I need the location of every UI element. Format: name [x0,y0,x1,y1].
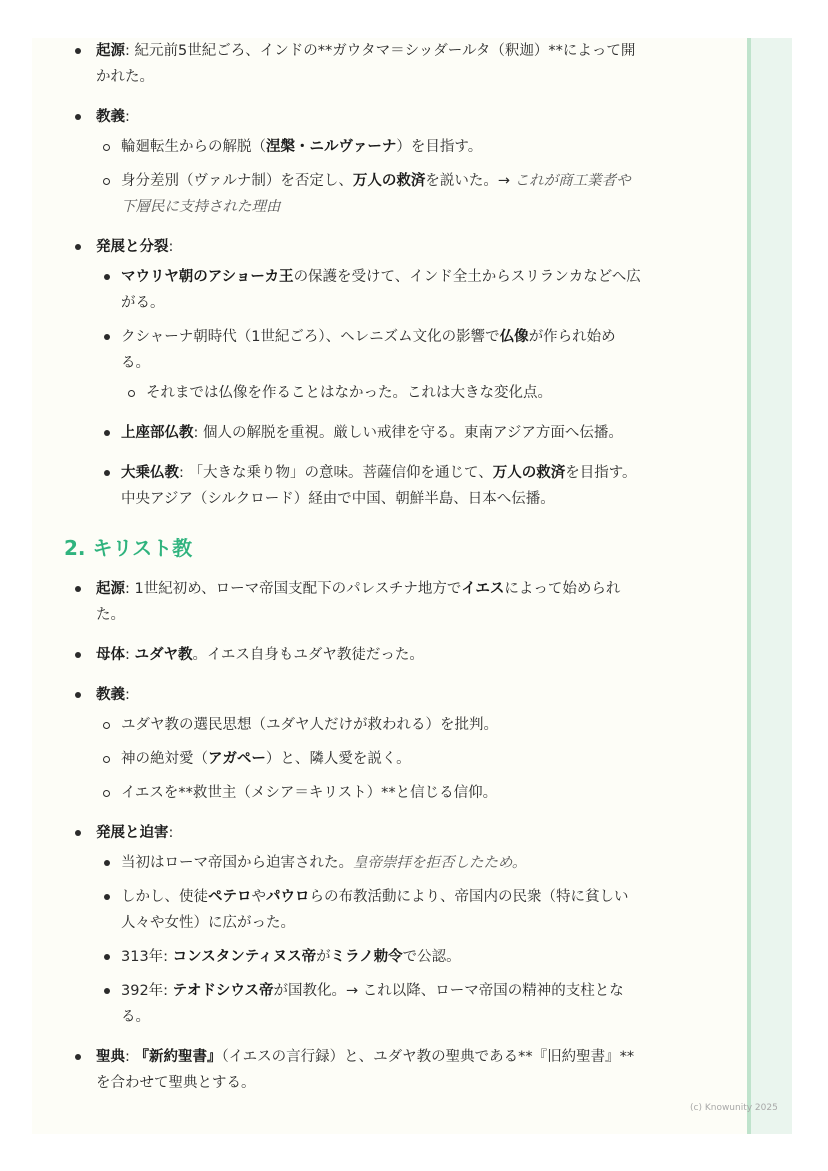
list-item [96,944,644,970]
text: （イエスの言行録）と、ユダヤ教の聖典である**『旧約聖書』**を合わせて聖典とする。 [96,1049,635,1091]
christianity-list [64,576,644,1096]
bold-text: ペテロ [208,889,252,905]
list-item-teaching [64,104,644,220]
bold-text: テオドシウス帝 [172,983,274,999]
bold-text: イエス [461,581,505,597]
text: 313年: [121,949,173,965]
italic-note: 皇帝崇拝を拒否したため。 [353,855,527,871]
label-origin: 起源 [96,43,125,59]
text: を説いた。→ [425,173,515,189]
development-sublist [96,850,644,1030]
text: 身分差別（ヴァルナ制）を否定し、 [121,173,353,189]
list-item-scripture [64,1044,644,1096]
text: が国教化。→ これ以降、ローマ帝国の精神的支柱となる。 [121,983,624,1025]
development-sublist [96,264,644,512]
text: 輪廻転生からの解脱（ [121,139,266,155]
bold-text: パウロ [266,889,310,905]
bold-text: 万人の救済 [492,465,566,481]
list-item [96,420,644,446]
text: : 1世紀初め、ローマ帝国支配下のパレスチナ地方で [125,581,462,597]
label-mother: 母体 [96,647,125,663]
text: : 「大きな乗り物」の意味。菩薩信仰を通じて、 [179,465,493,481]
list-item-development [64,234,644,512]
bold-text: コンスタンティヌス帝 [172,949,317,965]
label-scripture: 聖典 [96,1049,125,1065]
text: 当初はローマ帝国から迫害された。 [121,855,353,871]
list-item-origin [64,576,644,628]
list-item [96,134,644,160]
bold-text: 上座部仏教 [121,425,194,441]
text: で公認。 [402,949,461,965]
text: ）を目指す。 [396,139,483,155]
list-item [96,978,644,1030]
text: を目指す。中央アジア（シルクロード）経由で中国、朝鮮半島、日本へ伝播。 [121,465,637,507]
text: ）と、隣人愛を説く。 [265,751,411,767]
bold-text: 涅槃・ニルヴァーナ [266,139,397,155]
text: 392年: [121,983,173,999]
bold-text: 万人の救済 [352,173,426,189]
list-item [96,746,644,772]
page-side-strip [747,38,792,1134]
label-teaching: 教義 [96,687,125,703]
label-teaching: 教義 [96,109,125,125]
colon: : [125,109,130,125]
colon: : [168,239,174,255]
label-development: 発展と迫害 [96,825,169,841]
list-item [96,168,644,220]
teaching-sublist [96,712,644,806]
text: しかし、使徒 [121,889,208,905]
teaching-sublist [96,134,644,220]
text: によって始められた。 [96,581,621,623]
colon: : [125,1049,135,1065]
text: 。イエス自身もユダヤ教徒だった。 [192,647,424,663]
bold-text: 大乗仏教 [121,465,179,481]
bold-text: ミラノ勅令 [330,949,403,965]
bold-text: 仏像 [499,329,529,345]
list-item: それまでは仏像を作ることはなかった。これは大きな変化点。 [121,380,644,406]
colon: : [168,825,174,841]
list-item-mother [64,642,644,668]
text: 神の絶対愛（ [121,751,208,767]
list-item: イエスを**救世主（メシア＝キリスト）**と信じる信仰。 [96,780,644,806]
list-item [96,324,644,406]
label-development: 発展と分裂 [96,239,169,255]
list-item [96,884,644,936]
text: の保護を受けて、インド全土からスリランカなどへ広がる。 [121,269,641,311]
section-heading-christianity: 2. キリスト教 [64,536,193,560]
colon: : [125,647,135,663]
text: が作られ始める。 [121,329,616,371]
bold-text: マウリヤ朝のアショーカ王 [121,269,294,285]
footer-copyright: (c) Knowunity 2025 [690,1103,778,1113]
italic-note: これが商工業者や下層民に支持された理由 [121,173,631,215]
list-item [96,850,644,876]
list-item [96,460,644,512]
list-item-origin [64,38,644,90]
list-item [96,264,644,316]
text: が [316,949,331,965]
text: や [251,889,266,905]
text-origin: : 紀元前5世紀ごろ、インドの**ガウタマ＝シッダールタ（釈迦）**によって開かれた。 [96,43,636,85]
bold-text: アガペー [208,751,266,767]
document-content [64,38,644,1110]
buddhism-list [64,38,644,512]
bold-text: 『新約聖書』 [134,1049,222,1065]
text: らの布教活動により、帝国内の民衆（特に貧しい人々や女性）に広がった。 [121,889,629,931]
label-origin: 起源 [96,581,125,597]
text: : 個人の解脱を重視。厳しい戒律を守る。東南アジア方面へ伝播。 [193,425,623,441]
colon: : [125,687,130,703]
nested-sublist [121,380,644,406]
bold-text: ユダヤ教 [134,647,193,663]
list-item-development [64,820,644,1030]
list-item: ユダヤ教の選民思想（ユダヤ人だけが救われる）を批判。 [96,712,644,738]
list-item-teaching [64,682,644,806]
text: クシャーナ朝時代（1世紀ごろ）、ヘレニズム文化の影響で [121,329,500,345]
